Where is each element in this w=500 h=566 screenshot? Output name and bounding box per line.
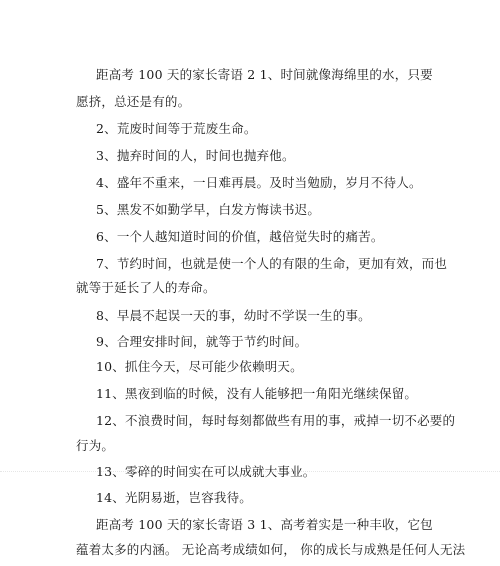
text-line-15: 行为。 [76,438,115,453]
text-line-5: 4、盛年不重来，一日难再晨。及时当勉励，岁月不待人。 [96,175,422,190]
text-line-8: 7、节约时间，也就是使一个人的有限的生命，更加有效，而也 [96,256,448,271]
text-line-11: 9、合理安排时间，就等于节约时间。 [96,334,308,349]
text-line-16: 13、零碎的时间实在可以成就大事业。 [96,464,316,479]
text-line-3: 2、荒废时间等于荒废生命。 [96,121,257,136]
text-line-19: 蕴着太多的内涵。 无论高考成绩如何， 你的成长与成熟是任何人无法 [76,542,466,557]
text-line-7: 6、一个人越知道时间的价值，越倍觉失时的痛苦。 [96,229,384,244]
text-line-18: 距高考 100 天的家长寄语 3 1、高考着实是一种丰收，它包 [96,517,433,532]
text-line-14: 12、不浪费时间，每时每刻都做些有用的事，戒掉一切不必要的 [96,413,456,428]
text-line-2: 愿挤，总还是有的。 [76,94,191,109]
text-line-10: 8、早晨不起误一天的事，幼时不学误一生的事。 [96,308,371,323]
text-line-13: 11、黑夜到临的时候，没有人能够把一角阳光继续保留。 [96,386,418,401]
text-line-6: 5、黑发不如勤学早，白发方悔读书迟。 [96,202,321,217]
text-line-17: 14、光阴易逝，岂容我待。 [96,490,253,505]
text-line-4: 3、抛弃时间的人，时间也抛弃他。 [96,148,295,163]
text-line-1: 距高考 100 天的家长寄语 2 1、时间就像海绵里的水，只要 [96,67,433,82]
text-line-12: 10、抓住今天，尽可能少依赖明天。 [96,359,303,374]
text-line-9: 就等于延长了人的寿命。 [76,280,216,295]
